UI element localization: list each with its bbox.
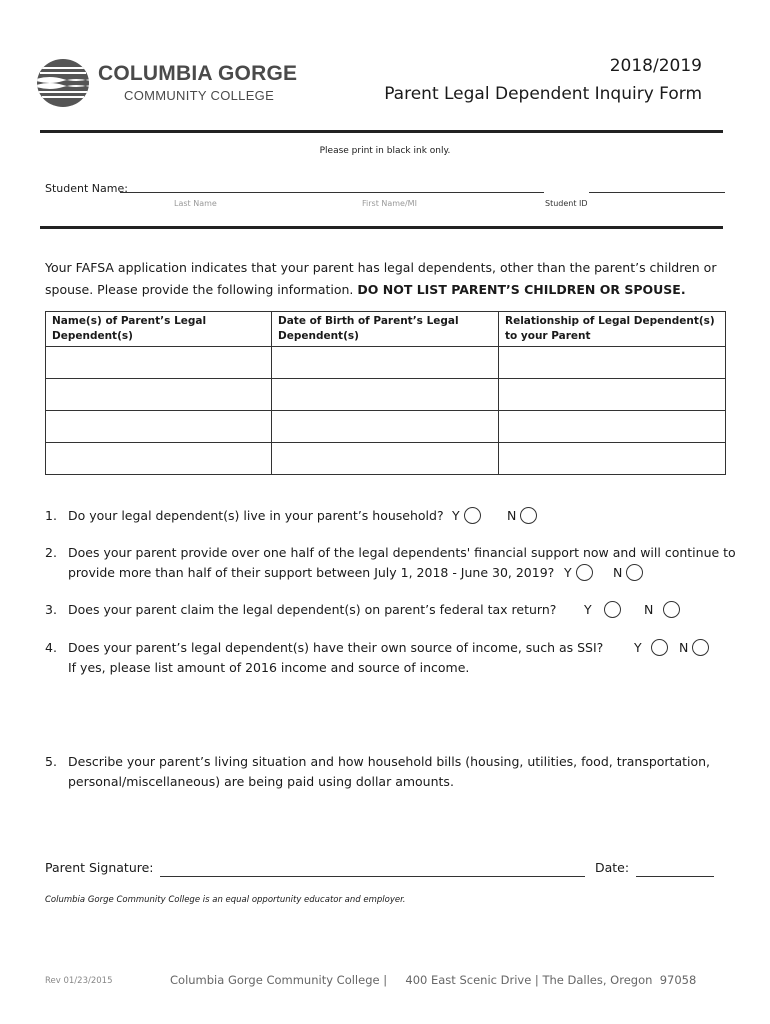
yes-label: Y (584, 602, 592, 617)
question-3 (45, 600, 735, 620)
header-divider (40, 130, 723, 133)
table-row (46, 379, 726, 411)
no-option[interactable] (644, 600, 680, 620)
ink-instructions: Please print in black ink only. (319, 146, 451, 156)
question-text-line-2: personal/miscellaneous) are being paid using dollar amounts. (68, 774, 454, 789)
dependents-table (45, 311, 726, 475)
yes-radio[interactable] (604, 601, 621, 618)
parent-signature-field[interactable] (160, 876, 585, 877)
no-radio[interactable] (663, 601, 680, 618)
no-label: N (507, 508, 517, 523)
dependent-name-cell[interactable] (46, 347, 272, 379)
dependent-name-cell[interactable] (46, 443, 272, 475)
dependent-dob-cell[interactable] (272, 347, 499, 379)
dependent-relationship-cell[interactable] (499, 347, 726, 379)
no-label: N (644, 602, 654, 617)
student-name-field[interactable] (120, 192, 544, 193)
dependent-relationship-cell[interactable] (499, 411, 726, 443)
no-radio[interactable] (520, 507, 537, 524)
form-title: Parent Legal Dependent Inquiry Form (384, 84, 702, 104)
column-header-name: Name(s) of Parent’s Legal Dependent(s) (46, 312, 272, 347)
yes-option[interactable] (564, 563, 593, 583)
parent-signature-label: Parent Signature: (45, 860, 154, 875)
question-text: Do your legal dependent(s) live in your parent’s household? (68, 508, 444, 523)
column-header-relationship: Relationship of Legal Dependent(s) to your Parent (499, 312, 726, 347)
no-radio[interactable] (692, 639, 709, 656)
no-label: N (679, 640, 689, 655)
yes-option[interactable] (634, 638, 668, 658)
yes-option[interactable] (452, 506, 481, 526)
no-radio[interactable] (626, 564, 643, 581)
first-name-caption: First Name/MI (362, 199, 417, 208)
no-option[interactable] (679, 638, 709, 658)
yes-option[interactable] (584, 600, 621, 620)
student-id-caption: Student ID (545, 199, 588, 208)
table-row (46, 347, 726, 379)
intro-emphasis: DO NOT LIST PARENT’S CHILDREN OR SPOUSE. (357, 282, 686, 297)
no-option[interactable] (507, 506, 537, 526)
question-4 (45, 638, 735, 678)
question-text-line-1: Does your parent’s legal dependent(s) have their own source of income, such as SSI? (68, 640, 604, 655)
date-label: Date: (595, 860, 630, 875)
question-text-line-1: Describe your parent’s living situation and how household bills (housing, utilities, food, transportation, (68, 754, 711, 769)
question-text-line-2: provide more than half of their support between July 1, 2018 - June 30, 2019? (68, 565, 555, 580)
question-number: 4. (45, 640, 57, 655)
dependent-dob-cell[interactable] (272, 411, 499, 443)
student-name-label: Student Name: (45, 182, 128, 195)
revision-date: Rev 01/23/2015 (45, 976, 113, 986)
dependent-name-cell[interactable] (46, 379, 272, 411)
question-text-line-2: If yes, please list amount of 2016 income and source of income. (68, 660, 470, 675)
question-5 (45, 752, 735, 792)
column-header-dob: Date of Birth of Parent’s Legal Dependent(s) (272, 312, 499, 347)
intro-text: Your FAFSA application indicates that your parent has legal dependents, other than the parent’s children or spouse. Please provide the following information. (45, 260, 717, 297)
college-name: COLUMBIA GORGE (98, 62, 298, 85)
last-name-caption: Last Name (174, 199, 217, 208)
dependent-relationship-cell[interactable] (499, 443, 726, 475)
no-label: N (613, 565, 623, 580)
yes-radio[interactable] (464, 507, 481, 524)
yes-label: Y (634, 640, 642, 655)
dependent-relationship-cell[interactable] (499, 379, 726, 411)
academic-year: 2018/2019 (609, 56, 702, 76)
yes-radio[interactable] (576, 564, 593, 581)
table-header-row (46, 312, 726, 347)
section-divider (40, 226, 723, 229)
no-option[interactable] (613, 563, 643, 583)
student-id-field[interactable] (589, 192, 725, 193)
question-text-line-1: Does your parent provide over one half of the legal dependents' financial support now and will continue to (68, 545, 736, 560)
date-field[interactable] (636, 876, 714, 877)
yes-label: Y (564, 565, 572, 580)
eeo-statement: Columbia Gorge Community College is an equal opportunity educator and employer. (45, 895, 406, 905)
college-seal-icon (36, 58, 90, 108)
question-2 (45, 543, 735, 583)
question-number: 5. (45, 754, 57, 769)
yes-label: Y (452, 508, 460, 523)
table-row (46, 411, 726, 443)
college-subname: COMMUNITY COLLEGE (124, 88, 275, 103)
question-number: 1. (45, 508, 57, 523)
dependent-name-cell[interactable] (46, 411, 272, 443)
dependent-dob-cell[interactable] (272, 443, 499, 475)
footer-address: Columbia Gorge Community College | 400 East Scenic Drive | The Dalles, Oregon 97058 (170, 973, 697, 987)
question-number: 2. (45, 545, 57, 560)
yes-radio[interactable] (651, 639, 668, 656)
dependent-dob-cell[interactable] (272, 379, 499, 411)
question-number: 3. (45, 602, 57, 617)
question-text: Does your parent claim the legal dependent(s) on parent’s federal tax return? (68, 602, 557, 617)
intro-paragraph (45, 257, 735, 301)
question-1 (45, 506, 735, 526)
table-row (46, 443, 726, 475)
